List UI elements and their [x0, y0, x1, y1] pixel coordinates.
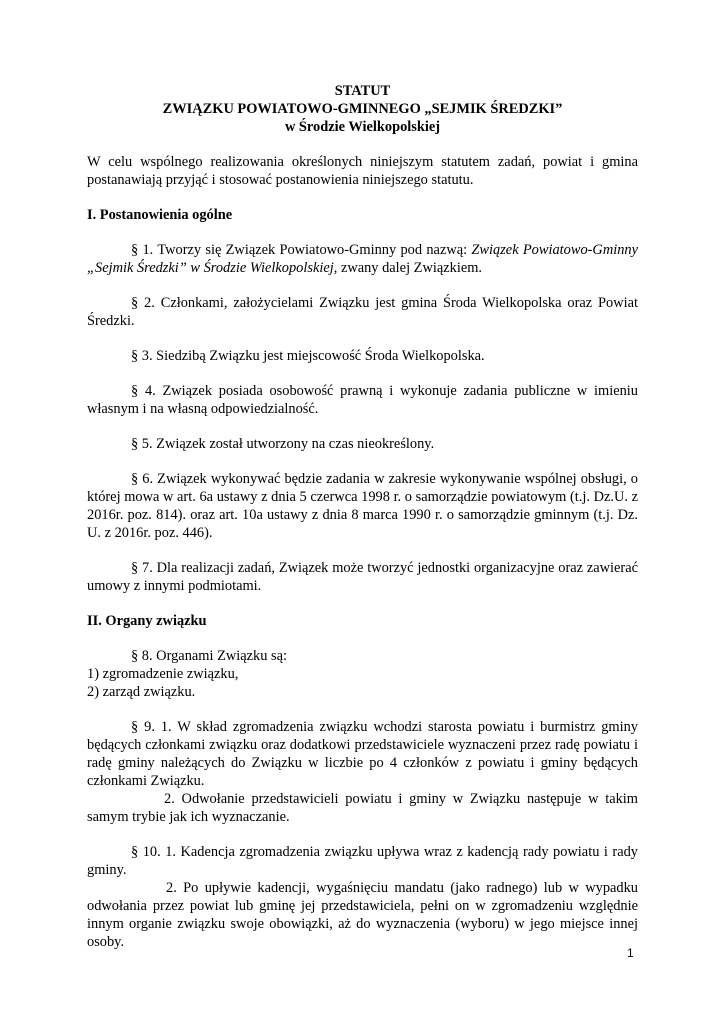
paragraph-8: § 8. Organami Związku są:	[131, 648, 287, 664]
paragraph-3: § 3. Siedzibą Związku jest miejscowość Środa Wielkopolska.	[131, 348, 485, 364]
list-item: 2) zarząd związku.	[87, 684, 196, 700]
paragraph-10-1: § 10. 1. Kadencja zgromadzenia związku upływa wraz z kadencją rady powiatu i rady gminy.	[87, 844, 638, 878]
paragraph-7: § 7. Dla realizacji zadań, Związek może tworzyć jednostki organizacyjne oraz zawierać umowy z innymi podmiotami.	[87, 560, 638, 594]
title-line-1: STATUT	[334, 83, 391, 99]
paragraph-2: § 2. Członkami, założycielami Związku jest gmina Środa Wielkopolska oraz Powiat Średzki.	[87, 295, 638, 329]
paragraph-6: § 6. Związek wykonywać będzie zadania w zakresie wykonywanie wspólnej obsługi, o której mowa w art. 6a ustawy z dnia 5 czerwca 1998 r. o samorządzie powiatowym (t.j. Dz.U. z 2016r. poz. 814). oraz art. 10a ustawy z dnia 8 marca 1990 r. o samorządzie gminnym (t.j. Dz. U. z 2016r. poz. 446).	[87, 471, 638, 541]
paragraph-1	[87, 241, 638, 277]
paragraph-1-suffix: , zwany dalej Związkiem.	[333, 260, 482, 276]
page-number: 1	[627, 946, 634, 960]
document-title	[87, 82, 638, 136]
list-item: 1) zgromadzenie związku,	[87, 666, 239, 682]
paragraph-5: § 5. Związek został utworzony na czas nieokreślony.	[131, 436, 435, 452]
paragraph-4: § 4. Związek posiada osobowość prawną i wykonuje zadania publiczne w imieniu własnym i na własną odpowiedzialność.	[87, 383, 638, 417]
paragraph-1-text: § 1. Tworzy się Związek Powiatowo-Gminny pod nazwą:	[131, 242, 472, 258]
section-heading-organs: II. Organy związku	[87, 613, 207, 629]
paragraph-10-2: 2. Po upływie kadencji, wygaśnięciu mandatu (jako radnego) lub w wypadku odwołania przez powiat lub gminę jej przedstawiciela, pełni on w zgromadzeniu względnie innym organie związku swoje obowiązki, aż do wyznaczenia (wyboru) w jego miejsce innej osoby.	[87, 880, 638, 950]
title-line-3: w Środzie Wielkopolskiej	[284, 119, 441, 135]
intro-paragraph: W celu wspólnego realizowania określonych niniejszym statutem zadań, powiat i gmina postanawiają przyjąć i stosować postanowienia niniejszego statutu.	[87, 154, 638, 188]
paragraph-9-2: 2. Odwołanie przedstawicieli powiatu i gminy w Związku następuje w takim samym trybie jak ich wyznaczanie.	[87, 791, 638, 825]
section-heading-general: I. Postanowienia ogólne	[87, 207, 233, 223]
union-name-italic: Związek Powiatowo-Gminny „Sejmik Średzki” w Środzie Wielkopolskiej	[87, 242, 638, 276]
document-body	[87, 82, 638, 951]
title-line-2: ZWIĄZKU POWIATOWO-GMINNEGO „SEJMIK ŚREDZKI”	[162, 101, 563, 117]
paragraph-9-1: § 9. 1. W skład zgromadzenia związku wchodzi starosta powiatu i burmistrz gminy będących członkami związku oraz dodatkowi przedstawiciele wyznaczeni przez radę powiatu i radę gminy należących do Związku w liczbie po 4 członków z powiatu i gminy będących członkami Związku.	[87, 719, 638, 789]
